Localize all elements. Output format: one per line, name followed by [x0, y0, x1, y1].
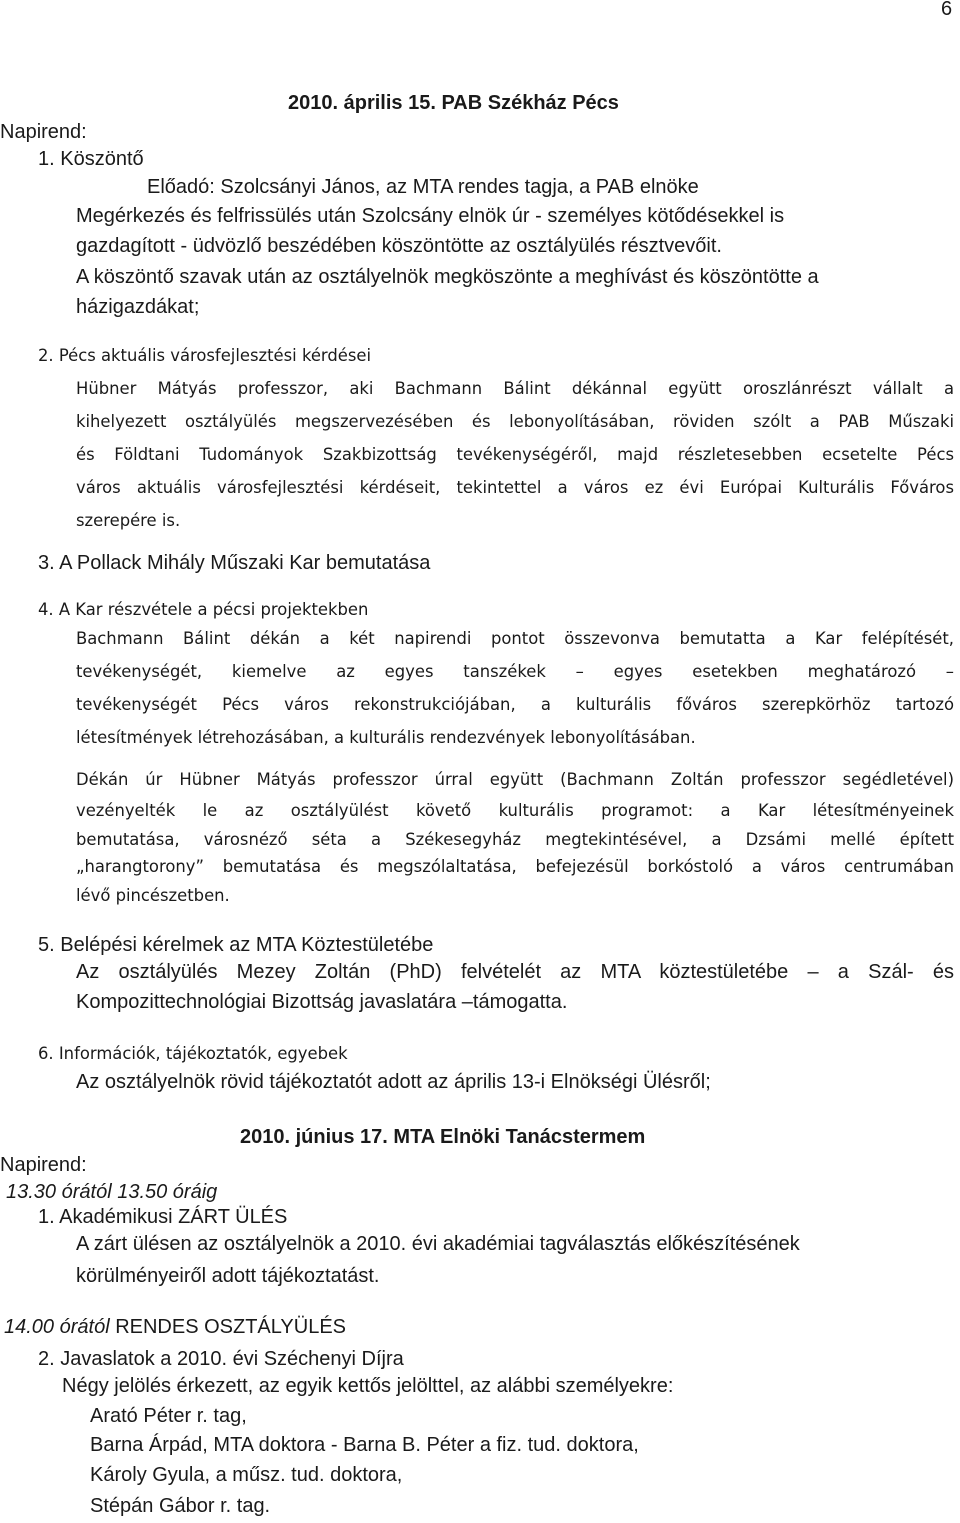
m1-item1-line: A köszöntő szavak után az osztályelnök megköszönte a meghívást és köszöntötte a	[76, 266, 819, 288]
m1-item6-heading: 6. Információk, tájékoztatók, egyebek	[38, 1044, 348, 1063]
m1-item1-line: Előadó: Szolcsányi János, az MTA rendes tagja, a PAB elnöke	[147, 176, 699, 198]
m2-nominee: Arató Péter r. tag,	[90, 1405, 247, 1427]
m1-item4-para2-line: lévő pincészetben.	[76, 886, 230, 905]
m2-item2-intro: Négy jelölés érkezett, az egyik kettős jelölttel, az alábbi személyekre:	[62, 1375, 674, 1397]
meeting1-title: 2010. április 15. PAB Székház Pécs	[288, 92, 619, 114]
m2-nominee: Károly Gyula, a műsz. tud. doktora,	[90, 1464, 403, 1486]
m1-item2-line: szerepére is.	[76, 511, 181, 530]
m1-item4-heading: 4. A Kar részvétele a pécsi projektekben	[38, 600, 369, 619]
m1-item5-line: Az osztályülés Mezey Zoltán (PhD) felvételét az MTA köztestületébe – a Szál- és	[76, 961, 954, 983]
meeting2-agenda-label: Napirend:	[0, 1154, 87, 1176]
m1-item4-para2-line: vezényelték le az osztályülést követő kulturális programot: a Kar létesítményeinek	[76, 801, 954, 820]
m1-item1-heading: 1. Köszöntő	[38, 148, 144, 170]
m1-item1-line: gazdagított - üdvözlő beszédében köszöntötte az osztályülés résztvevőit.	[76, 235, 722, 257]
m1-item5-heading: 5. Belépési kérelmek az MTA Köztestületébe	[38, 934, 434, 956]
m1-item1-line: Megérkezés és felfrissülés után Szolcsány elnök úr - személyes kötődésekkel is	[76, 205, 785, 227]
m1-item2-line: Hübner Mátyás professzor, aki Bachmann Bálint dékánnal együtt oroszlánrészt vállalt a	[76, 379, 954, 398]
m2-item1-line: körülményeiről adott tájékoztatást.	[76, 1265, 380, 1287]
m1-item2-heading: 2. Pécs aktuális városfejlesztési kérdései	[38, 346, 372, 365]
page-number: 6	[941, 0, 953, 20]
m2-nominee: Barna Árpád, MTA doktora - Barna B. Péter a fiz. tud. doktora,	[90, 1434, 639, 1456]
m1-item2-line: és Földtani Tudományok Szakbizottság tevékenységéről, majd részletesebben ecsetelte Pécs	[76, 445, 954, 464]
meeting2-time1: 13.30 órától 13.50 óráig	[6, 1181, 218, 1203]
m2-item1-heading: 1. Akadémikusi ZÁRT ÜLÉS	[38, 1206, 288, 1228]
meeting2-time2-label: RENDES OSZTÁLYÜLÉS	[109, 1316, 346, 1338]
m1-item4-para1-line: Bachmann Bálint dékán a két napirendi pontot összevonva bemutatta a Kar felépítését,	[76, 629, 954, 648]
m2-item2-heading: 2. Javaslatok a 2010. évi Széchenyi Díjra	[38, 1348, 404, 1370]
m1-item4-para2-line: Dékán úr Hübner Mátyás professzor úrral együtt (Bachmann Zoltán professzor segédletével)	[76, 770, 954, 789]
m2-nominee: Stépán Gábor r. tag.	[90, 1495, 271, 1517]
m1-item2-line: város aktuális városfejlesztési kérdéseit, tekintettel a város ez évi Európai Kulturális Főváros	[76, 478, 954, 497]
m2-item1-line: A zárt ülésen az osztályelnök a 2010. évi akadémiai tagválasztás előkészítésének	[76, 1233, 800, 1255]
m1-item6-line: Az osztályelnök rövid tájékoztatót adott az április 13-i Elnökségi Ülésről;	[76, 1071, 711, 1093]
meeting2-time2	[4, 1316, 346, 1339]
m1-item4-para2-line: „harangtorony” bemutatása és megszólaltatása, befejezésül borkóstoló a város centrumában	[76, 857, 954, 876]
m1-item2-line: kihelyezett osztályülés megszervezésében és lebonyolításában, röviden szólt a PAB Műszaki	[76, 412, 954, 431]
m1-item1-line: házigazdákat;	[76, 296, 200, 318]
m1-item5-line: Kompozittechnológiai Bizottság javaslatára –támogatta.	[76, 991, 568, 1013]
m1-item4-para1-line: tevékenységét, kiemelve az egyes tanszékek – egyes esetekben meghatározó –	[76, 662, 954, 681]
m1-item4-para1-line: létesítmények létrehozásában, a kulturális rendezvények lebonyolításában.	[76, 728, 696, 747]
meeting1-agenda-label: Napirend:	[0, 121, 87, 143]
m1-item3-heading: 3. A Pollack Mihály Műszaki Kar bemutatása	[38, 552, 431, 574]
meeting2-title: 2010. június 17. MTA Elnöki Tanácstermem	[240, 1126, 646, 1148]
meeting2-time2-start: 14.00 órától	[4, 1316, 110, 1338]
m1-item4-para1-line: tevékenységét Pécs város rekonstrukciójában, a kulturális főváros szerepkörhöz tartozó	[76, 695, 954, 714]
m1-item4-para2-line: bemutatása, városnéző séta a Székesegyház megtekintésével, a Dzsámi mellé épített	[76, 830, 954, 849]
